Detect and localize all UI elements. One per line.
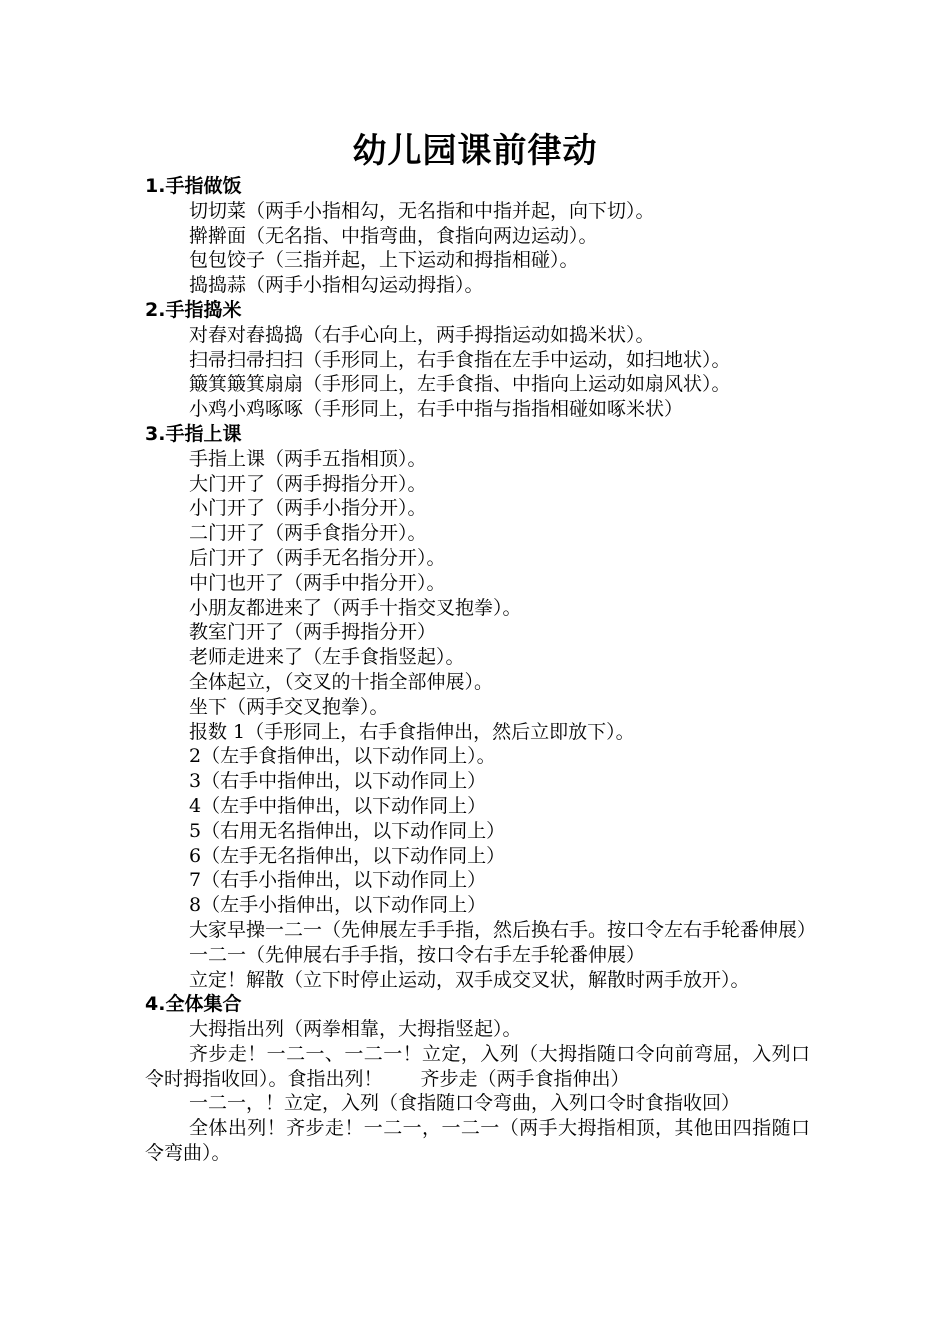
paragraph: 8（左手小指伸出，以下动作同上） [189, 894, 487, 917]
paragraph: 后门开了（两手无名指分开）。 [189, 546, 446, 569]
paragraph: 坐下（两手交叉抱拳）。 [189, 695, 389, 718]
document-title: 幼儿园课前律动 [352, 131, 598, 171]
paragraph: 小朋友都进来了（两手十指交叉抱拳）。 [189, 596, 522, 619]
paragraph: 二门开了（两手食指分开）。 [189, 522, 427, 545]
paragraph: 2（左手食指伸出，以下动作同上）。 [189, 745, 496, 768]
paragraph: 教室门开了（两手拇指分开） [189, 621, 437, 644]
paragraph: 中门也开了（两手中指分开）。 [189, 571, 446, 594]
section-heading: 2.手指捣米 [145, 298, 242, 321]
paragraph: 7（右手小指伸出，以下动作同上） [189, 869, 487, 892]
section-heading: 3.手指上课 [145, 422, 242, 445]
paragraph: 切切菜（两手小指相勾，无名指和中指并起，向下切）。 [189, 199, 655, 222]
paragraph: 大拇指出列（两拳相靠，大拇指竖起）。 [189, 1018, 522, 1041]
paragraph: 对舂对舂捣捣（右手心向上，两手拇指运动如捣米状）。 [189, 323, 655, 346]
paragraph: 老师走进来了（左手食指竖起）。 [189, 646, 465, 669]
paragraph: 4（左手中指伸出，以下动作同上） [189, 794, 487, 817]
paragraph: 小门开了（两手小指分开）。 [189, 497, 427, 520]
section-finger-class [145, 422, 817, 992]
paragraph: 报数 1（手形同上，右手食指伸出，然后立即放下）。 [189, 720, 635, 743]
section-heading: 1.手指做饭 [145, 175, 242, 197]
paragraph: 全体起立，（交叉的十指全部伸展）。 [189, 670, 494, 693]
paragraph: 齐步走！一二一、一二一！立定，入列（大拇指随口令向前弯屈，入列口令时拇指收回）。食指出列！ 齐步走（两手食指伸出） [145, 1042, 810, 1090]
section-finger-pounding-rice [145, 298, 810, 422]
paragraph: 大门开了（两手拇指分开）。 [189, 472, 427, 495]
paragraph: 一二一，！立定，入列（食指随口令弯曲，入列口令时食指收回） [189, 1092, 741, 1115]
paragraph: 包包饺子（三指并起，上下运动和拇指相碰）。 [189, 249, 579, 272]
paragraph: 小鸡小鸡啄啄（手形同上，右手中指与指指相碰如啄米状） [189, 398, 684, 421]
paragraph: 立定！解散（立下时停止运动，双手成交叉状，解散时两手放开）。 [189, 968, 750, 991]
paragraph: 3（右手中指伸出，以下动作同上） [189, 770, 487, 793]
paragraph: 全体出列！齐步走！一二一，一二一（两手大拇指相顶，其他田四指随口令弯曲）。 [145, 1117, 810, 1165]
paragraph: 捣捣蒜（两手小指相勾运动拇指）。 [189, 274, 484, 297]
document-body [145, 174, 817, 1166]
section-heading: 4.全体集合 [145, 993, 242, 1016]
paragraph: 一二一（先伸展右手手指，按口令右手左手轮番伸展） [189, 943, 646, 966]
paragraph: 大家早操一二一（先伸展左手手指，然后换右手。按口令左右手轮番伸展） [189, 918, 817, 941]
section-finger-cooking [145, 174, 810, 298]
paragraph: 擀擀面（无名指、中指弯曲，食指向两边运动）。 [189, 224, 598, 247]
paragraph: 簸箕簸箕扇扇（手形同上，左手食指、中指向上运动如扇风状）。 [189, 373, 731, 396]
paragraph: 6（左手无名指伸出，以下动作同上） [189, 844, 506, 867]
paragraph: 手指上课（两手五指相顶）。 [189, 447, 427, 470]
paragraph: 扫帚扫帚扫扫（手形同上，右手食指在左手中运动，如扫地状）。 [189, 348, 731, 371]
paragraph: 5（右用无名指伸出，以下动作同上） [189, 819, 506, 842]
section-all-assemble [145, 992, 810, 1166]
